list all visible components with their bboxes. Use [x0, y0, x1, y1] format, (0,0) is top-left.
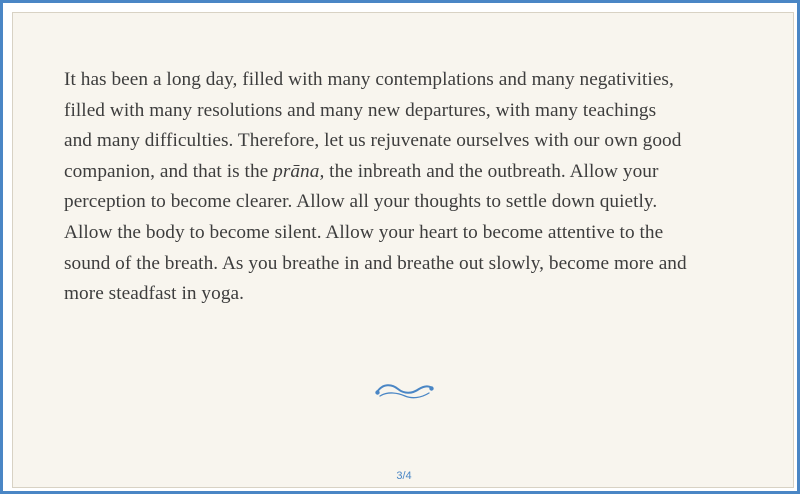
passage-line: and many difficulties. Therefore, let us rejuvenate ourselves with our own good — [64, 130, 682, 152]
passage-line: sound of the breath. As you breathe in and breathe out slowly, become more and — [64, 252, 687, 274]
passage-line-segment: companion, and that is the — [64, 160, 274, 182]
passage-line: perception to become clearer. Allow all your thoughts to settle down quietly. — [64, 191, 658, 213]
book-page — [12, 12, 794, 488]
passage-line-segment: the inbreath and the outbreath. Allow your — [324, 160, 659, 182]
passage-line: Allow the body to become silent. Allow your heart to become attentive to the — [64, 221, 664, 243]
passage-line: It has been a long day, filled with many contemplations and many negativities, — [64, 69, 674, 90]
passage-text — [64, 65, 764, 310]
sanskrit-term: prāna, — [273, 160, 325, 182]
passage-line: filled with many resolutions and many new departures, with many teachings — [64, 99, 657, 121]
page-number: 3/4 — [396, 470, 412, 482]
flourish-icon — [374, 379, 436, 403]
passage-line — [64, 157, 764, 188]
passage-line: more steadfast in yoga. — [64, 283, 244, 305]
